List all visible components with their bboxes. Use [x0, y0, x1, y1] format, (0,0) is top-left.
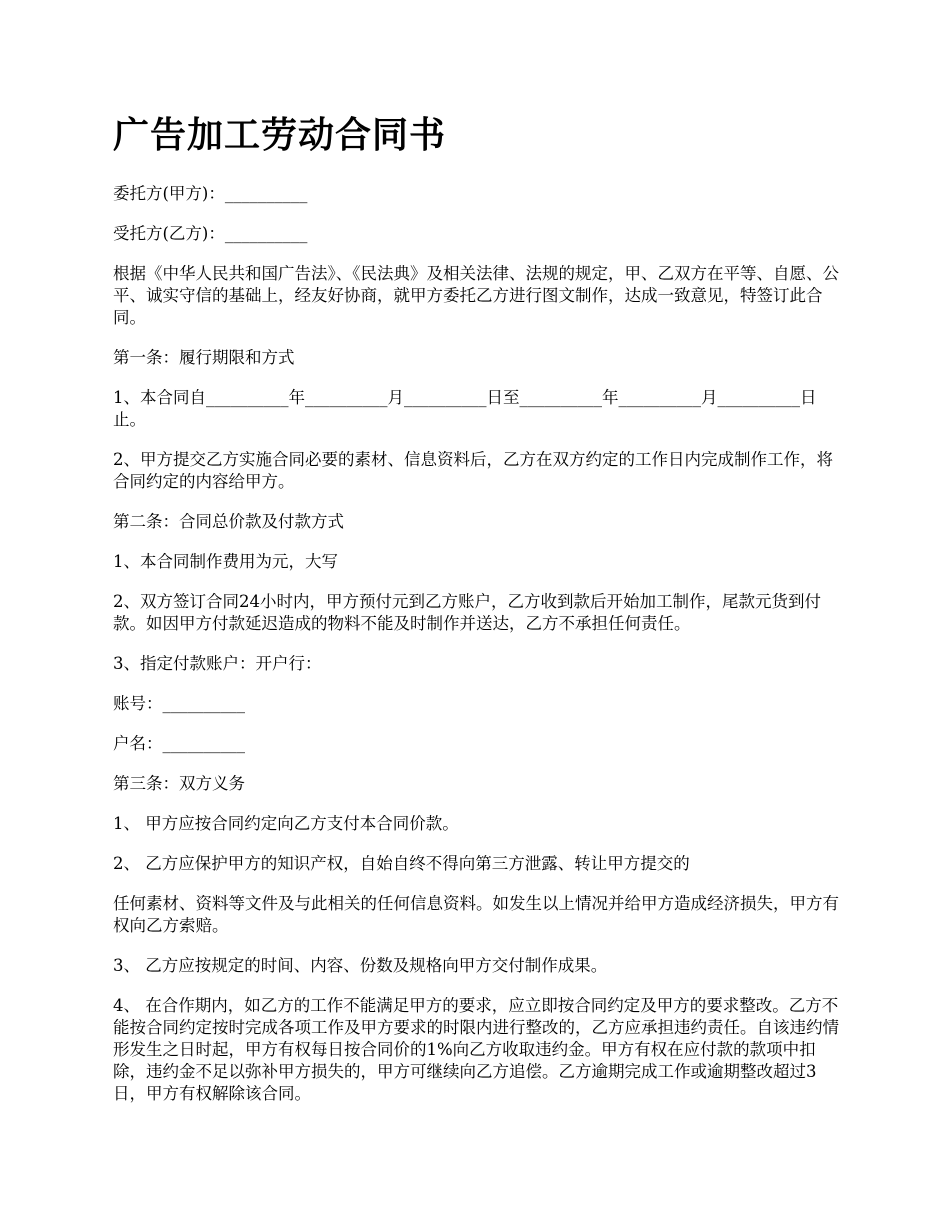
article-2-clause-2: 2、双方签订合同24小时内，甲方预付元到乙方账户，乙方收到款后开始加工制作，尾款元货到付款。如因甲方付款延迟造成的物料不能及时制作并送达，乙方不承担任何责任。 [113, 592, 821, 633]
article-3-clause-4: 4、 在合作期内，如乙方的工作不能满足甲方的要求，应立即按合同约定及甲方的要求整改。乙方不能按合同约定按时完成各项工作及甲方要求的时限内进行整改的，乙方应承担违约责任。自该违约情形发生之日时起，甲方有权每日按合同价的1%向乙方收取违约金。甲方有权在应付款的款项中扣除，违约金不足以弥补甲方损失的，甲方可继续向乙方追偿。乙方逾期完成工作或逾期整改超过3日，甲方有权解除该合同。 [113, 996, 839, 1103]
preamble-paragraph: 根据《中华人民共和国广告法》、《民法典》及相关法律、法规的规定，甲、乙双方在平等、自愿、公平、诚实守信的基础上，经友好协商，就甲方委托乙方进行图文制作，达成一致意见，特签订此合同。 [113, 264, 839, 327]
account-number-line: 账号：__________ [113, 694, 245, 713]
article-2-heading: 第二条：合同总价款及付款方式 [113, 512, 344, 531]
article-3-clause-3: 3、 乙方应按规定的时间、内容、份数及规格向甲方交付制作成果。 [113, 956, 608, 975]
article-2-clause-1: 1、本合同制作费用为元，大写 [113, 552, 338, 571]
party-b-line: 受托方(乙方)：__________ [113, 224, 308, 243]
article-3-clause-1: 1、 甲方应按合同约定向乙方支付本合同价款。 [113, 814, 459, 833]
article-3-clause-2-continued: 任何素材、资料等文件及与此相关的任何信息资料。如发生以上情况并给甲方造成经济损失，甲方有权向乙方索赔。 [113, 894, 839, 935]
article-1-clause-2: 2、甲方提交乙方实施合同必要的素材、信息资料后，乙方在双方约定的工作日内完成制作工作，将合同约定的内容给甲方。 [113, 450, 833, 491]
article-1-clause-1: 1、本合同自__________年__________月__________日至__________年__________月__________日止。 [113, 388, 817, 429]
party-a-line: 委托方(甲方)：__________ [113, 184, 308, 203]
article-3-heading: 第三条：双方义务 [113, 774, 245, 793]
article-2-clause-3: 3、指定付款账户：开户行： [113, 654, 322, 673]
article-3-clause-2: 2、 乙方应保护甲方的知识产权，自始自终不得向第三方泄露、转让甲方提交的 [113, 854, 690, 873]
document-title: 广告加工劳动合同书 [113, 114, 447, 156]
article-1-heading: 第一条：履行期限和方式 [113, 348, 295, 367]
account-name-line: 户名：__________ [113, 734, 245, 753]
